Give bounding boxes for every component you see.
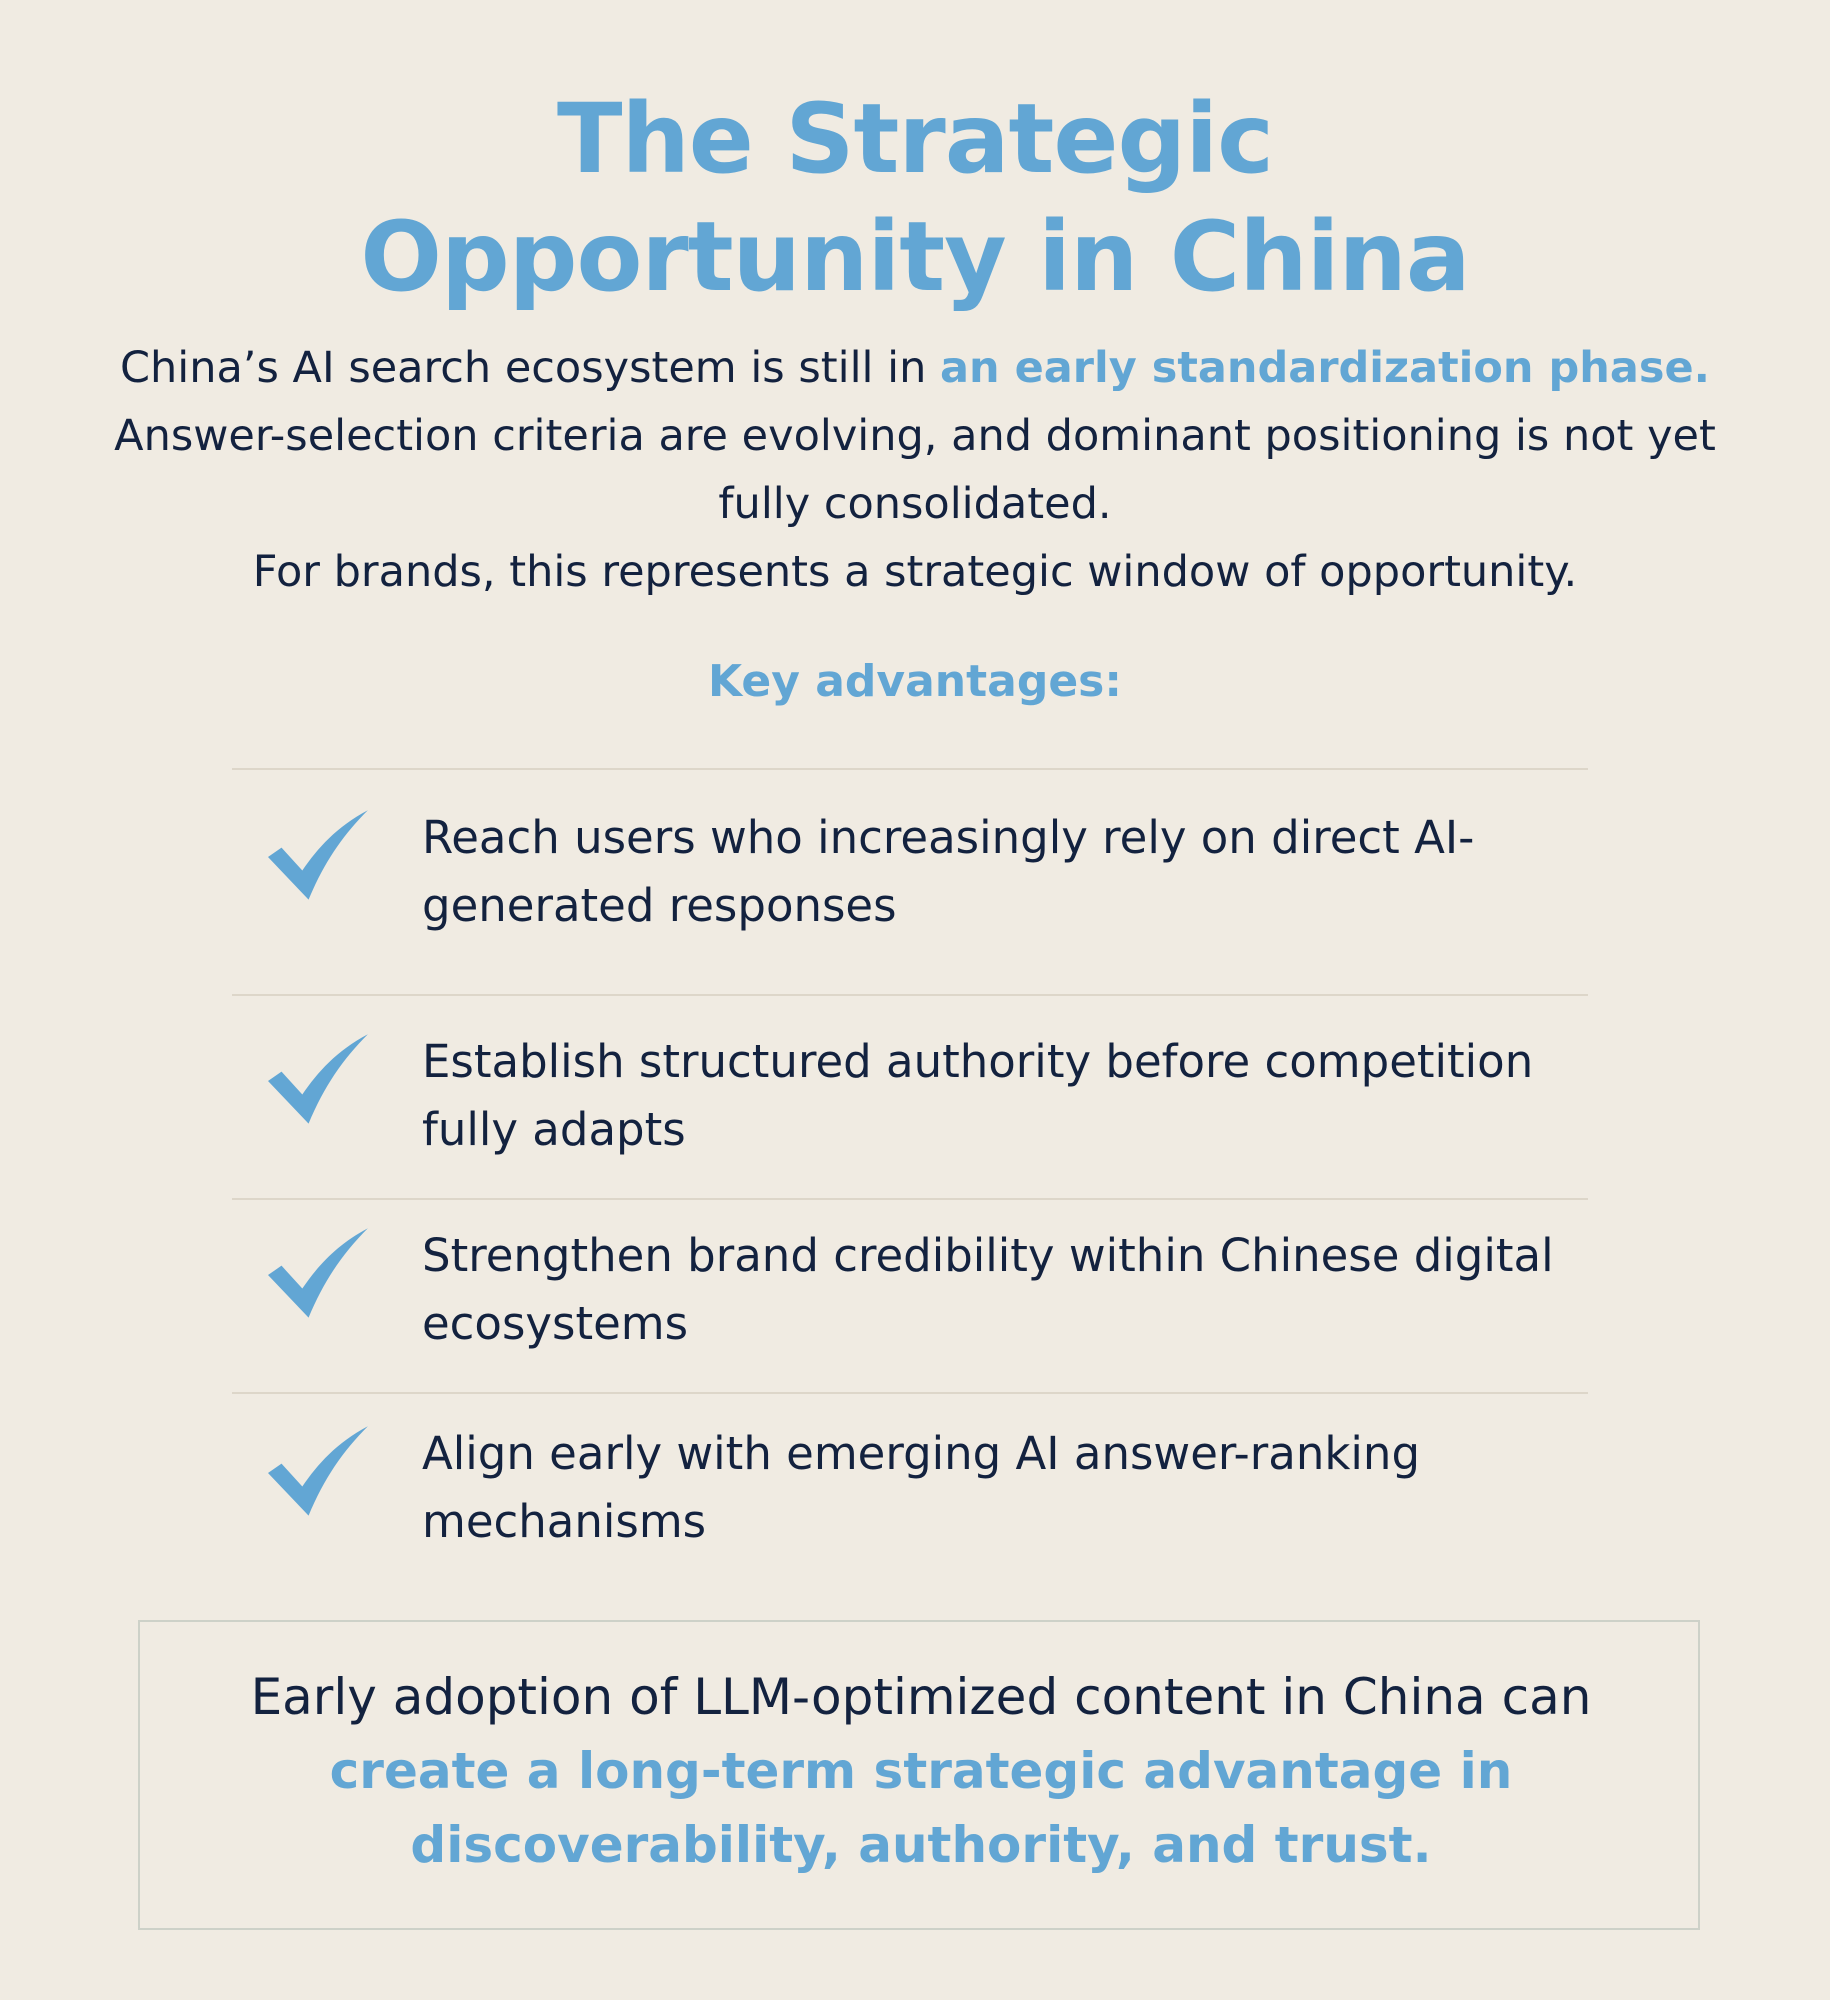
check-icon <box>268 1228 372 1320</box>
check-icon <box>268 810 372 902</box>
advantage-item <box>232 1222 1588 1362</box>
key-advantages-heading: Key advantages: <box>708 656 1122 707</box>
advantage-text: Strengthen brand credibility within Chinese digital ecosystems <box>422 1229 1554 1350</box>
advantage-item <box>232 804 1588 944</box>
divider <box>232 994 1588 996</box>
advantage-text: Align early with emerging AI answer-ranking mechanisms <box>422 1427 1421 1548</box>
intro-paragraph <box>80 334 1750 606</box>
callout-box <box>138 1620 1700 1930</box>
intro-highlight: an early standardization phase. <box>940 343 1711 393</box>
callout-highlight: create a long-term strategic advantage in discoverability, authority, and trust. <box>329 1742 1513 1874</box>
intro-text-2: Answer-selection criteria are evolving, and dominant positioning is not yet fully consolidated. <box>114 411 1716 529</box>
page-title <box>0 80 1830 316</box>
advantage-item <box>232 1420 1588 1560</box>
intro-text-3: For brands, this represents a strategic window of opportunity. <box>252 547 1578 597</box>
check-icon <box>268 1034 372 1126</box>
intro-text-1: China’s AI search ecosystem is still in <box>119 343 941 393</box>
divider <box>232 1392 1588 1394</box>
advantage-text: Reach users who increasingly rely on direct AI-generated responses <box>422 811 1475 932</box>
divider <box>232 1198 1588 1200</box>
title-line-2: Opportunity in China <box>360 201 1470 313</box>
divider <box>232 768 1588 770</box>
title-line-1: The Strategic <box>556 83 1274 195</box>
callout-text <box>180 1660 1662 1882</box>
advantage-item <box>232 1028 1588 1168</box>
advantage-text: Establish structured authority before competition fully adapts <box>422 1035 1534 1156</box>
check-icon <box>268 1426 372 1518</box>
callout-text-lead: Early adoption of LLM-optimized content in China can <box>250 1668 1592 1726</box>
